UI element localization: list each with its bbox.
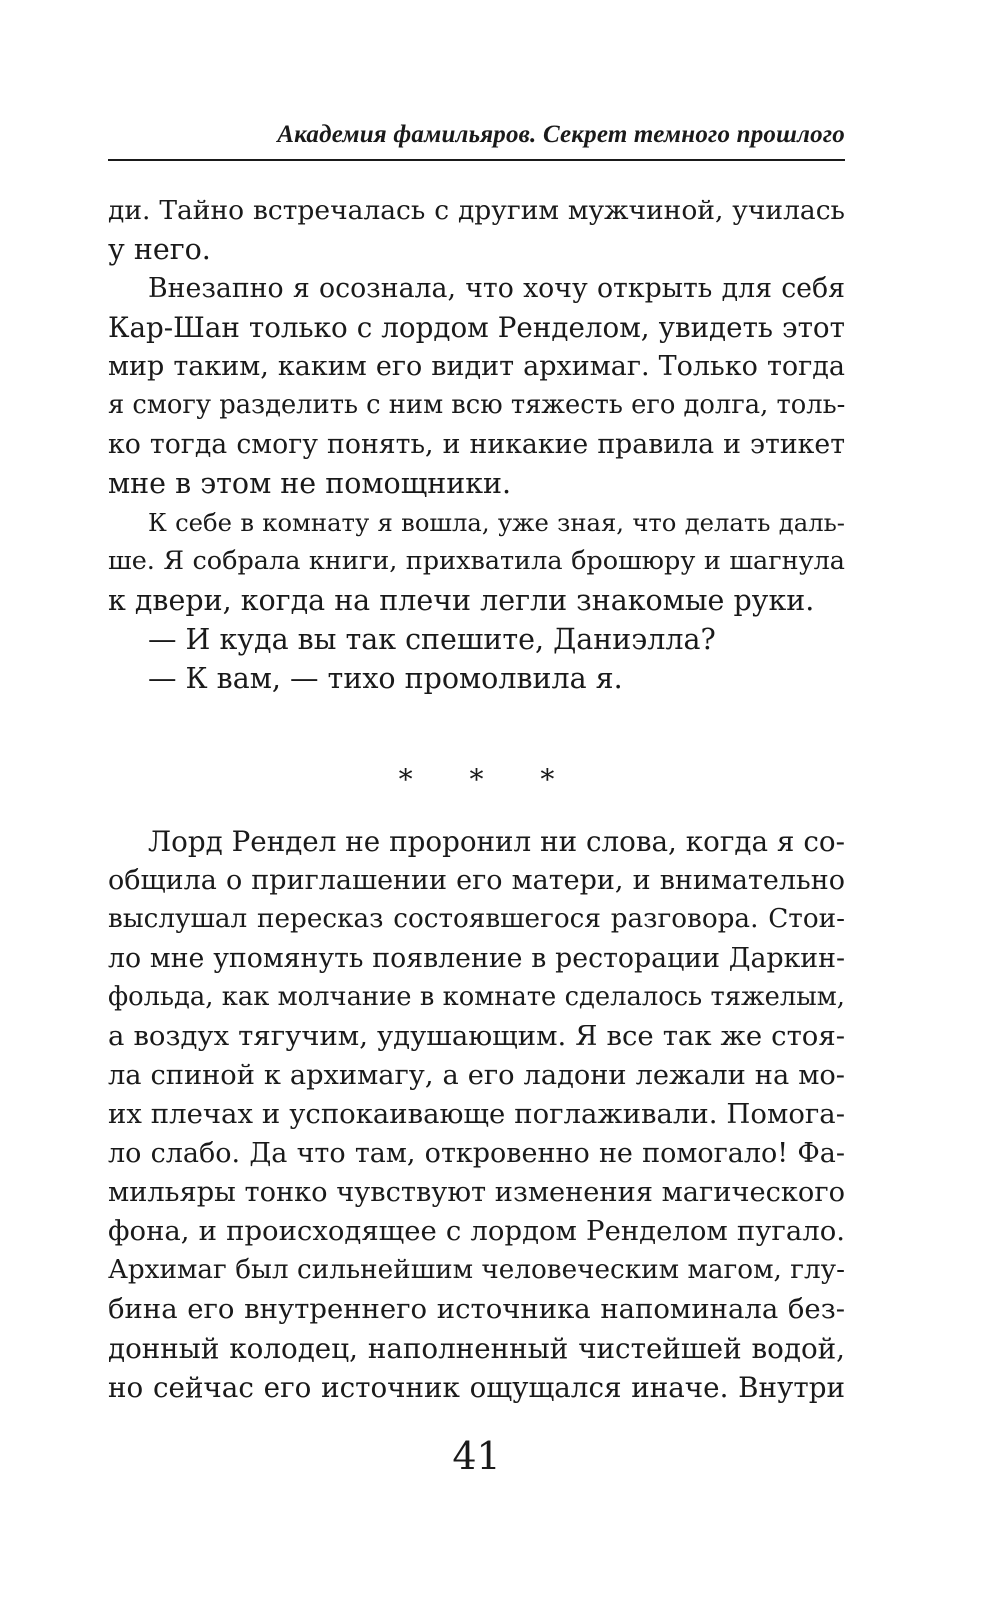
header-rule (108, 159, 845, 161)
text-line: ше. Я собрала книги, прихватила брошюру и шагнула (108, 546, 845, 576)
text-line: фольда, как молчание в комнате сделалось тяжелым, (108, 982, 845, 1012)
page-number: 41 (452, 1434, 501, 1478)
text-line: а воздух тягучим, удушающим. Я все так же стоя- (108, 1020, 845, 1052)
text-line: фона, и происходящее с лордом Ренделом пугало. (108, 1215, 845, 1247)
text-line: общила о приглашении его матери, и внимательно (108, 865, 845, 896)
text-block-2 (108, 822, 845, 1407)
text-line: Кар-Шан только с лордом Ренделом, увидеть этот (108, 311, 845, 344)
text-line: к двери, когда на плечи легли знакомые руки. (108, 584, 815, 617)
text-line: ко тогда смогу понять, и никакие правила и этикет (108, 429, 845, 460)
text-line: мильяры тонко чувствуют изменения магического (108, 1177, 846, 1208)
text-line: Внезапно я осознала, что хочу открыть для себя (148, 273, 845, 304)
text-line: бина его внутреннего источника напоминала без- (108, 1293, 845, 1325)
text-line: донный колодец, наполненный чистейшей водой, (108, 1332, 845, 1365)
text-line: ла спиной к архимагу, а его ладони лежали на мо- (108, 1060, 845, 1091)
text-line: мне в этом не помощники. (108, 467, 512, 500)
text-line: ди. Тайно встречалась с другим мужчиной, училась (108, 195, 845, 226)
text-line: ло слабо. Да что там, откровенно не помогало! Фа- (108, 1138, 845, 1169)
text-line: Архимаг был сильнейшим человеческим магом, глу- (108, 1255, 845, 1285)
text-line: К себе в комнату я вошла, уже зная, что делать даль- (148, 508, 845, 537)
text-line: мир таким, каким его видит архимаг. Только тогда (108, 351, 845, 382)
text-line: у него. (108, 233, 211, 266)
text-line: я смогу разделить с ним всю тяжесть его долга, толь- (108, 390, 846, 420)
section-break: * * * (398, 763, 579, 796)
dialogue-line: — К вам, — тихо промолвила я. (148, 662, 623, 695)
text-line: выслушал пересказ состоявшегося разговора. Стои- (108, 904, 845, 934)
dialogue-line: — И куда вы так спешите, Даниэлла? (148, 623, 716, 656)
text-line: но сейчас его источник ощущался иначе. Внутри (108, 1371, 845, 1404)
text-block-1 (108, 191, 845, 698)
text-line: Лорд Рендел не проронил ни слова, когда я со- (148, 825, 845, 858)
text-line: ло мне упомянуть появление в ресторации Даркин- (108, 943, 845, 974)
running-head: Академия фамильяров. Секрет темного прошлого (277, 121, 845, 148)
text-line: их плечах и успокаивающе поглаживали. Помога- (108, 1098, 845, 1130)
